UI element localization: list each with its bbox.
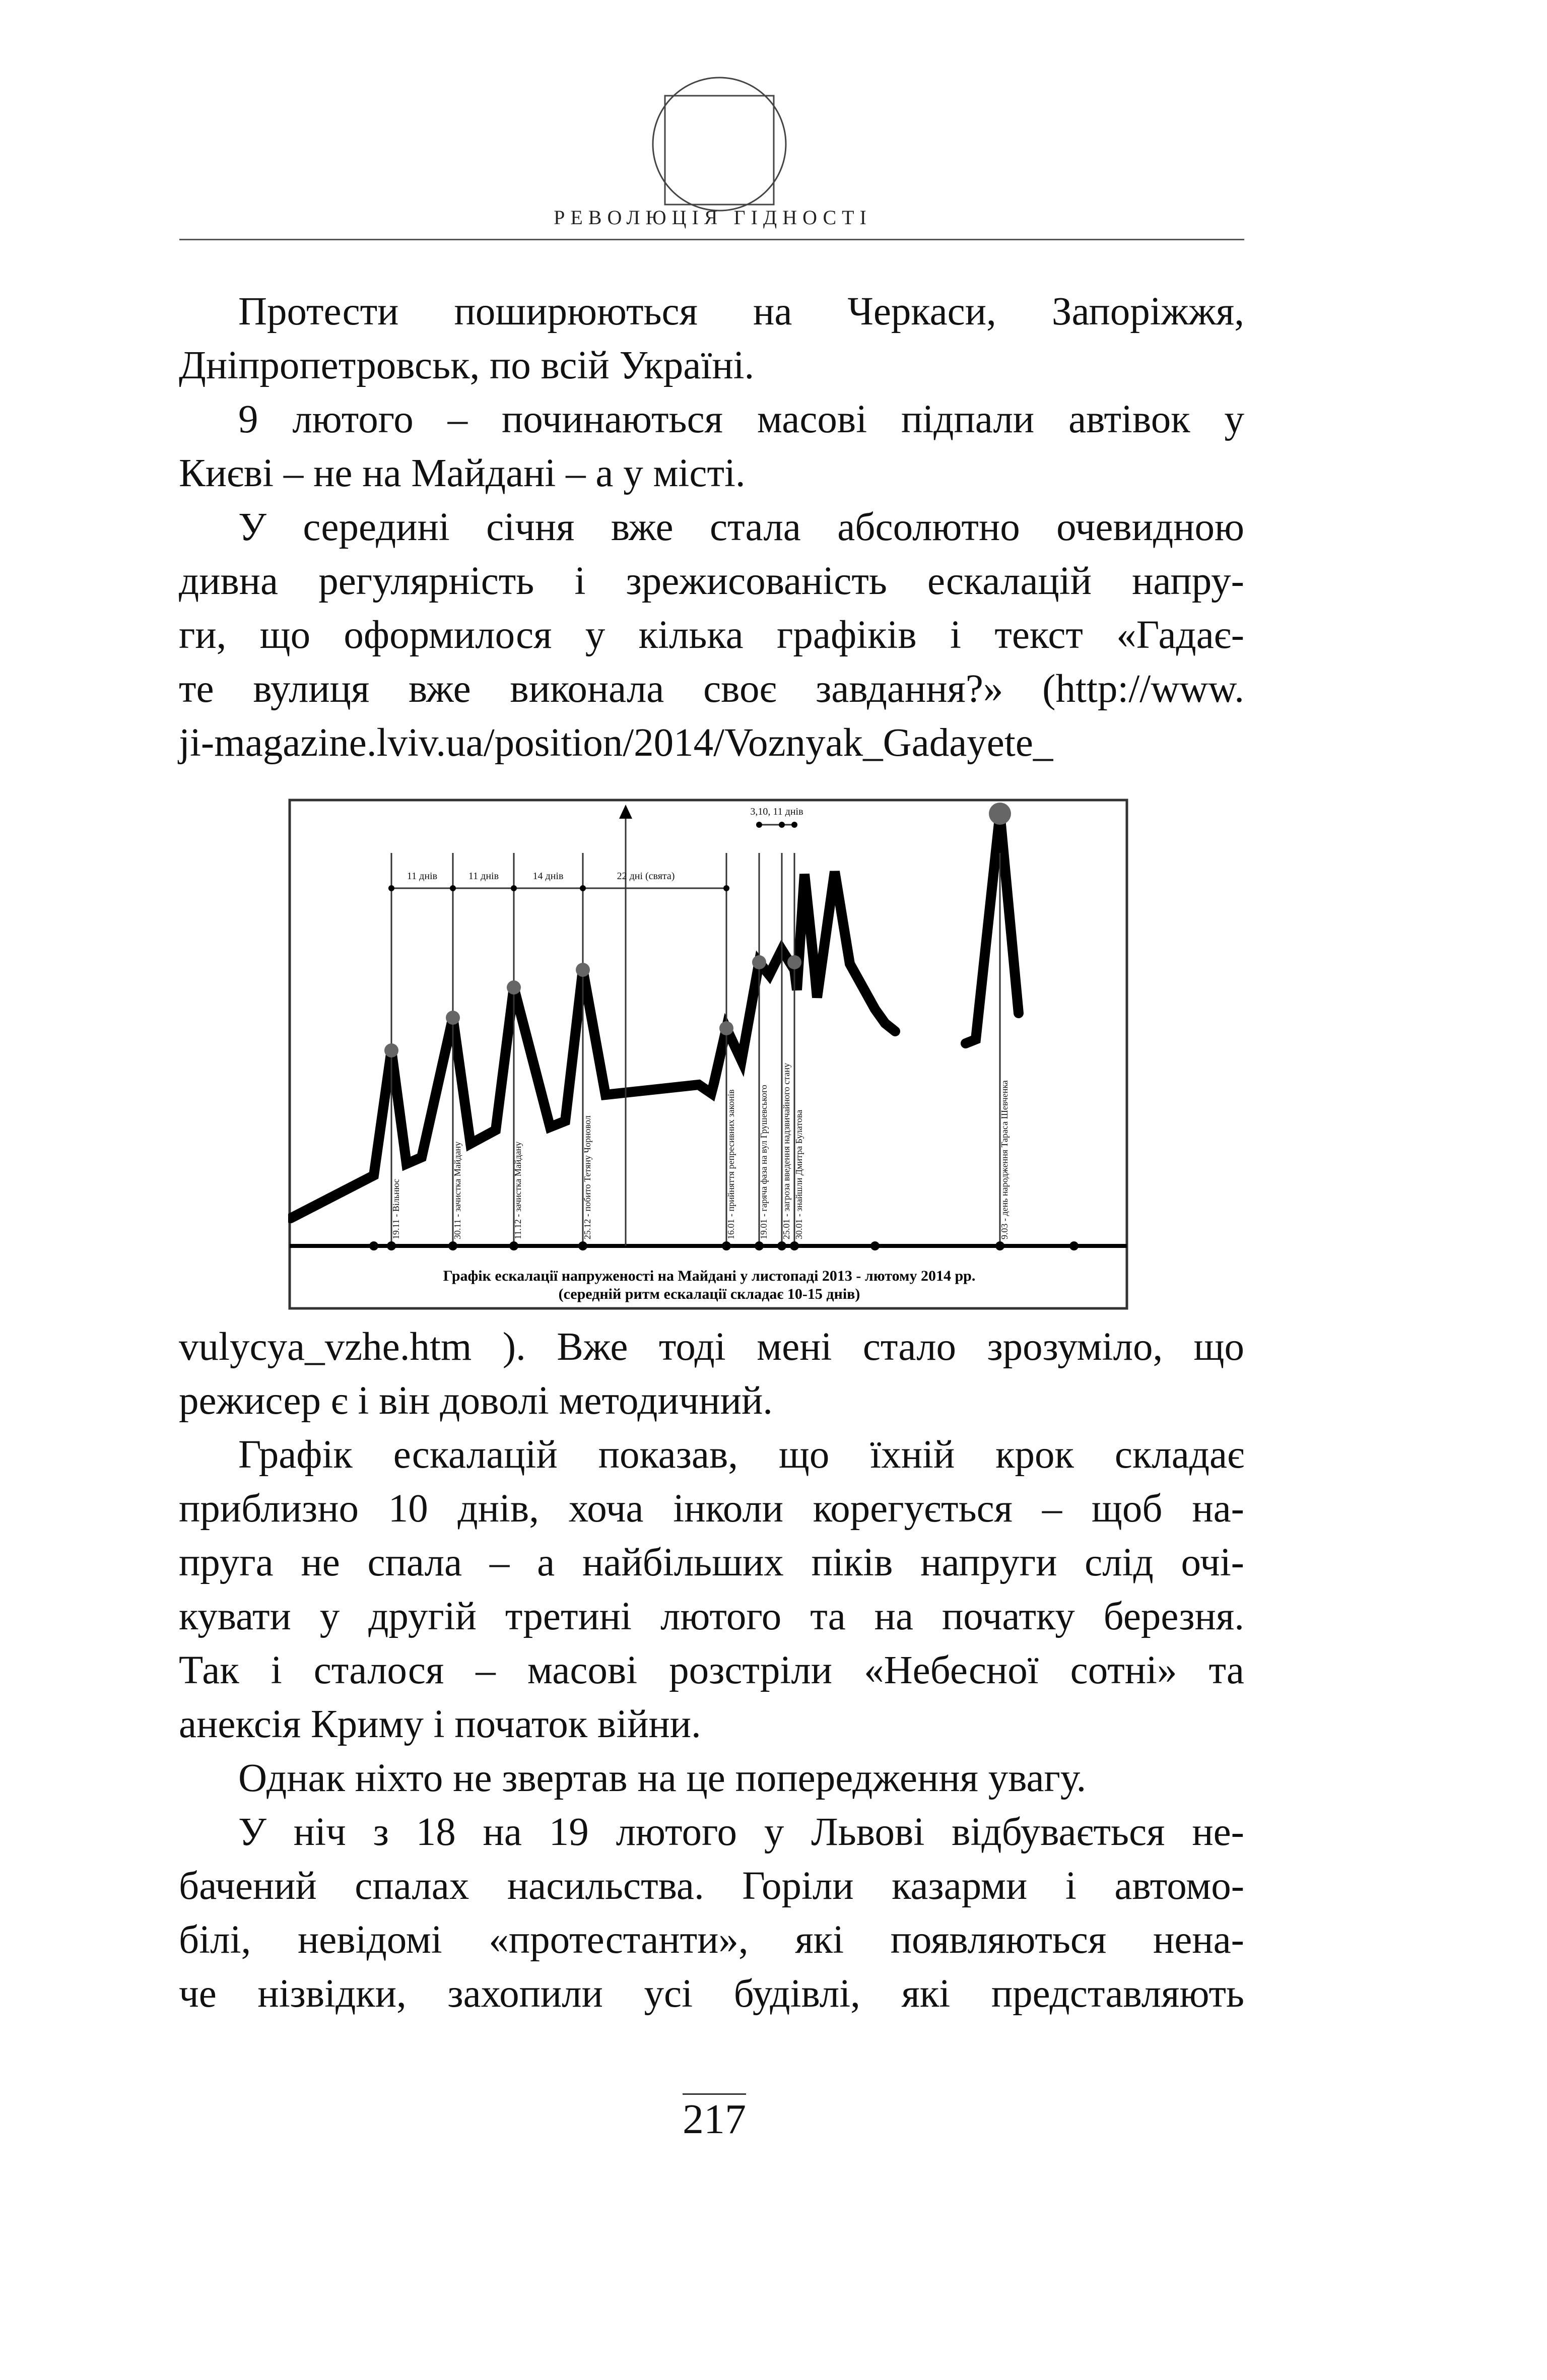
text-line: Протести поширюються на Черкаси, Запоріжжя,: [238, 290, 1244, 334]
text-line: кувати у другій третині лютого та на початку березня.: [179, 1595, 1244, 1638]
peak-marker: [989, 803, 1011, 825]
text-line: бачений спалах насильства. Горіли казарми і автомо-: [179, 1864, 1244, 1908]
interval-label: 11 днів: [407, 871, 438, 882]
peak-marker: [384, 1043, 398, 1057]
interval-label: 3,10, 11 днів: [750, 806, 803, 817]
axis-dot: [387, 1241, 396, 1250]
text-line: Однак ніхто не звертав на це попередження увагу.: [238, 1756, 1087, 1800]
event-label: 30.11 - зачистка Майдану: [452, 1141, 462, 1239]
peak-marker: [507, 980, 521, 995]
event-label: 25.01 - загроза введення надзвичайного стану: [781, 1063, 791, 1239]
axis-dot: [448, 1241, 457, 1250]
page-emblem-icon: [651, 76, 788, 213]
interval-tick: [580, 885, 586, 891]
axis-dot: [578, 1241, 587, 1250]
text-line: Графік ескалацій показав, що їхній крок складає: [238, 1433, 1244, 1477]
axis-dot: [722, 1241, 731, 1250]
interval-tick: [723, 885, 729, 891]
text-line: че нізвідки, захопили усі будівлі, які представляють: [179, 1972, 1244, 2016]
axis-dot: [1069, 1241, 1079, 1250]
page-number-text: 217: [683, 2093, 746, 2143]
event-label: 11.12 - зачистка Майдану: [513, 1141, 523, 1239]
event-label: 16.01 - прийняття репресивних законів: [726, 1089, 736, 1239]
axis-dot: [995, 1241, 1004, 1250]
interval-tick: [450, 885, 456, 891]
text-line: ги, що оформилося у кілька графіків і текст «Гадає-: [179, 613, 1244, 657]
event-label: 9.03 - день народження Тараса Шевченка: [999, 1080, 1010, 1239]
text-line: 9 лютого – починаються масові підпали автівок у: [238, 398, 1244, 441]
event-label: 19.11 - Вільнюс: [391, 1178, 401, 1239]
event-label: 30.01 - знайшли Дмитра Булатова: [794, 1109, 804, 1239]
text-line: Києві – не на Майдані – а у місті.: [179, 451, 746, 495]
figure-caption-line2: (середній ритм ескалації складає 10-15 днів): [558, 1286, 860, 1302]
text-line: режисер є і він доволі методичний.: [179, 1379, 773, 1423]
peak-marker: [787, 955, 801, 969]
escalation-figure: [288, 799, 1128, 1310]
text-line: анексія Криму і початок війни.: [179, 1702, 701, 1746]
header-rule: [179, 239, 1244, 240]
interval-tick: [756, 822, 762, 828]
interval-tick: [779, 822, 785, 828]
text-line: Так і сталося – масові розстріли «Небесної сотні» та: [179, 1648, 1244, 1692]
text-line: пруга не спала – а найбільших піків напруги слід очі-: [179, 1541, 1244, 1584]
interval-label: 14 днів: [532, 871, 564, 882]
text-line: приблизно 10 днів, хоча інколи корегується – щоб на-: [179, 1487, 1244, 1531]
text-line: те вулиця вже виконала своє завдання?» (http://www.: [179, 667, 1244, 711]
peak-marker: [719, 1021, 733, 1035]
text-line: ji-magazine.lviv.ua/position/2014/Voznyak_Gadayete_: [179, 721, 1053, 765]
axis-dot: [777, 1241, 786, 1250]
axis-dot: [755, 1241, 764, 1250]
text-line: Дніпропетровськ, по всій Україні.: [179, 344, 755, 387]
axis-dot: [790, 1241, 799, 1250]
figure-caption-line1: Графік ескалації напруженості на Майдані у листопаді 2013 - лютому 2014 рр.: [443, 1268, 976, 1284]
interval-tick: [791, 822, 797, 828]
peak-marker: [752, 955, 766, 969]
axis-dot: [870, 1241, 880, 1250]
event-label: 19.01 - гаряча фаза на вул Грушевського: [759, 1085, 769, 1239]
interval-label: 11 днів: [468, 871, 499, 882]
page-number: [655, 2095, 774, 2144]
event-label: 25.12 - побито Тетяну Чорновол: [582, 1115, 592, 1239]
text-block-top: [179, 285, 1244, 770]
text-line: У ніч з 18 на 19 лютого у Львові відбувається не-: [238, 1810, 1244, 1854]
peak-marker: [576, 963, 590, 977]
text-block-bottom: [179, 1320, 1244, 2021]
axis-dot: [509, 1241, 518, 1250]
running-head: РЕВОЛЮЦІЯ ГІДНОСТІ: [554, 206, 872, 229]
peak-marker: [446, 1011, 460, 1025]
interval-label: 22 дні (свята): [617, 871, 675, 882]
text-line: білі, невідомі «протестанти», які появляються нена-: [179, 1918, 1244, 1962]
text-line: дивна регулярність і зрежисованість ескалацій напру-: [179, 559, 1244, 603]
text-line: У середині січня вже стала абсолютно очевидною: [238, 505, 1244, 549]
axis-dot: [369, 1241, 378, 1250]
interval-tick: [388, 885, 394, 891]
text-line: vulycya_vzhe.htm ). Вже тоді мені стало зрозуміло, що: [179, 1325, 1244, 1369]
interval-tick: [511, 885, 517, 891]
